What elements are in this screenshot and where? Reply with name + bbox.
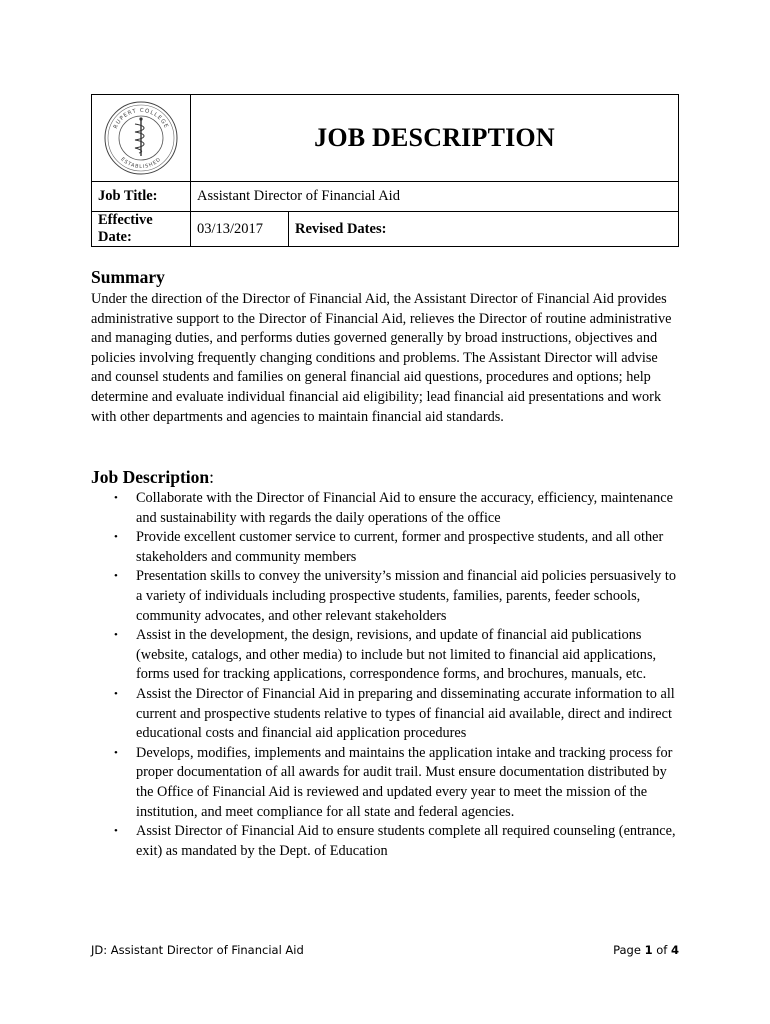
job-description-item-text: Develops, modifies, implements and maintains the application intake and tracking process for proper documentation of all awards for audit trail. Must ensure documentation distributed by the Office of Financial Aid is reviewed and updated every year to meet the mission of the institution, and meet compliance for all state and federal agencies. — [136, 744, 673, 820]
logo-cell — [92, 95, 191, 182]
footer-document-label: JD: Assistant Director of Financial Aid — [91, 943, 304, 957]
svg-text:ESTABLISHED — [119, 156, 162, 170]
summary-heading: Summary — [91, 267, 165, 287]
page-prefix: Page — [613, 943, 645, 957]
job-description-list — [91, 489, 681, 861]
job-description-heading — [91, 467, 214, 488]
job-description-heading-colon: : — [209, 467, 214, 487]
bullet-icon: • — [114, 531, 118, 544]
summary-paragraph: Under the direction of the Director of Financial Aid, the Assistant Director of Financial Aid provides administrative support to the Director of Financial Aid, relieves the Director of routine administrative and managing duties, and performs duties governed generally by broad instructions, objectives and policies involving frequently changing conditions and problems. The Assistant Director will advise and counsel students and families on general financial aid questions, procedures and options; help determine and evaluate individual financial aid eligibility; lead financial aid presentations and work with other departments and agencies to maintain financial aid standards. — [91, 291, 672, 425]
job-description-item-text: Assist the Director of Financial Aid in preparing and disseminating accurate information to all current and prospective students relative to types of financial aid available, direct and indirect educational costs and financial aid application procedures — [136, 685, 675, 742]
job-description-item-text: Assist Director of Financial Aid to ensure students complete all required counseling (entrance, exit) as mandated by the Dept. of Education — [136, 823, 676, 859]
job-description-item-text: Assist in the development, the design, revisions, and update of financial aid publications (website, catalogs, and other media) to include but not limited to financial aid applications, forms used for tracking applications, correspondence forms, and brochures, manuals, etc. — [136, 627, 657, 683]
effective-date-label: Effective Date: — [92, 212, 191, 247]
page-total: 4 — [670, 943, 679, 957]
bullet-icon: • — [114, 825, 118, 838]
job-description-item-text: Provide excellent customer service to current, former and prospective students, and all other stakeholders and community members — [136, 529, 664, 565]
bullet-icon: • — [114, 570, 118, 583]
job-description-item — [91, 626, 681, 685]
job-description-item — [91, 489, 681, 528]
effective-date-value: 03/13/2017 — [191, 212, 289, 247]
logo-text-top: RUPERT COLLEGE — [112, 107, 170, 130]
job-description-item — [91, 822, 681, 861]
job-description-item — [91, 685, 681, 744]
logo-text-bottom: ESTABLISHED — [119, 156, 163, 171]
job-title-value: Assistant Director of Financial Aid — [191, 182, 679, 212]
bullet-icon: • — [114, 492, 118, 504]
job-title-label: Job Title: — [92, 182, 191, 212]
bullet-icon: • — [114, 746, 118, 759]
header-table — [91, 94, 679, 247]
job-description-item-text: Presentation skills to convey the university’s mission and financial aid policies persuasively to a variety of individuals including prospective students, families, parents, feeder schools, community advocates, and other relevant stakeholders — [136, 568, 677, 624]
job-description-heading-text: Job Description — [91, 467, 210, 487]
bullet-icon: • — [114, 687, 118, 700]
page-of: of — [652, 943, 671, 957]
college-seal-logo — [103, 100, 179, 176]
revised-dates-value — [411, 212, 679, 247]
document-title: JOB DESCRIPTION — [191, 95, 679, 182]
bullet-icon: • — [114, 629, 118, 642]
page-current: 1 — [644, 943, 653, 957]
job-description-item-text: Collaborate with the Director of Financial Aid to ensure the accuracy, efficiency, maintenance and sustainability with regards the daily operations of the office — [136, 490, 673, 526]
revised-dates-label: Revised Dates: — [289, 212, 412, 247]
footer-page-number — [613, 943, 679, 957]
job-description-item — [91, 567, 681, 626]
job-description-item — [91, 744, 681, 822]
job-description-item — [91, 528, 681, 567]
